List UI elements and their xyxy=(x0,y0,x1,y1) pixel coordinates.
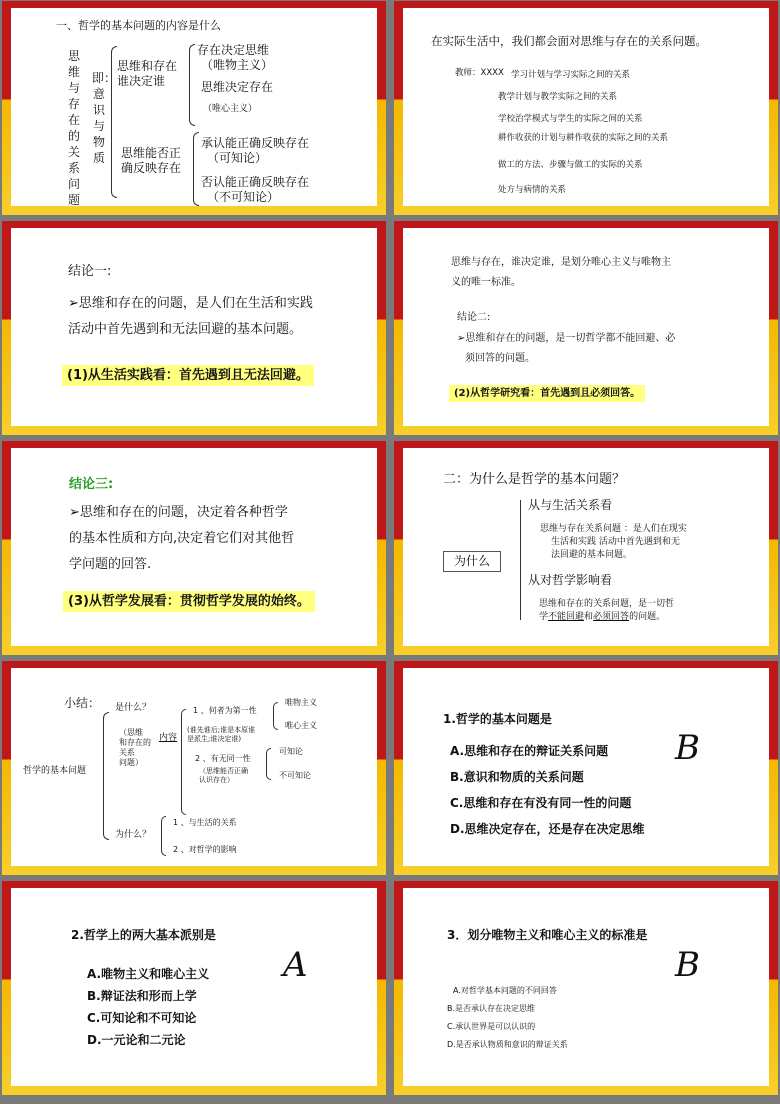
branch-1-option-1b: （唯物主义） xyxy=(201,58,274,72)
summary-what-note: 和存在的 xyxy=(119,738,151,747)
conclusion-1-line-1: ➢思维和存在的问题，是人们在生活和实践 xyxy=(68,296,313,311)
unknowable-label: 不可知论 xyxy=(279,771,311,780)
question-1-option-c: C.思维和存在有没有同一性的问题 xyxy=(450,796,632,810)
conclusion-1-line-2: 活动中首先遇到和无法回避的基本问题。 xyxy=(68,322,303,337)
why-text-2b-underline-1: 不能回避 xyxy=(548,612,585,622)
why-item-2: 2 、对哲学的影响 xyxy=(173,845,237,854)
item-1-brace xyxy=(273,702,278,730)
conclusion-3-line-1: ➢思维和存在的问题，决定着各种哲学 xyxy=(69,505,288,520)
slide-1[interactable] xyxy=(2,1,386,215)
summary-what: 是什么？ xyxy=(115,703,152,713)
branch-2-brace xyxy=(193,132,199,206)
slide-7-content xyxy=(11,668,377,866)
slide-9-content xyxy=(11,888,377,1086)
slide-8-content xyxy=(403,668,769,866)
slide-4-line-2: 义的唯一标准。 xyxy=(451,277,521,288)
slide-3[interactable] xyxy=(2,221,386,435)
slide-2[interactable] xyxy=(394,1,778,215)
question-2-option-b: B.辩证法和形而上学 xyxy=(87,989,197,1003)
slide-4[interactable] xyxy=(394,221,778,435)
conclusion-3-line-2: 的基本性质和方向,决定着它们对其他哲 xyxy=(69,531,295,546)
question-2-answer: A xyxy=(283,945,308,985)
question-3: 3．划分唯物主义和唯心主义的标准是 xyxy=(447,928,648,942)
branch-2-option-1b: （可知论） xyxy=(207,151,268,165)
why-text-2b-post: 的问题。 xyxy=(629,612,666,622)
idealism-label: 唯心主义 xyxy=(285,721,317,730)
question-1-answer: B xyxy=(675,728,700,768)
slide-2-heading: 在实际生活中，我们都会面对思维与存在的关系问题。 xyxy=(431,34,707,48)
slide-9[interactable] xyxy=(2,881,386,1095)
summary-title: 小结： xyxy=(64,696,101,710)
why-sub-1: 从与生活关系看 xyxy=(528,498,613,512)
slide-6[interactable] xyxy=(394,441,778,655)
branch-1-line-2: 谁决定谁 xyxy=(117,74,166,88)
branch-2-line-1: 思维能否正 xyxy=(121,146,182,160)
why-text-1c: 法回避的基本问题。 xyxy=(551,550,633,560)
conclusion-1-highlight: (1)从生活实践看：首先遇到且无法回避。 xyxy=(62,365,314,386)
slide-8[interactable] xyxy=(394,661,778,875)
knowable-label: 可知论 xyxy=(279,747,303,756)
branch-1-option-2b: （唯心主义） xyxy=(203,104,258,114)
why-item-1: 1 、与生活的关系 xyxy=(173,818,237,827)
teacher-label: 教师：XXXX xyxy=(455,68,504,78)
content-item-2-note: 认识存在） xyxy=(199,776,234,784)
slide-2-content xyxy=(403,8,769,206)
branch-2-option-2a: 否认能正确反映存在 xyxy=(201,175,310,189)
content-item-1-note: 是派生;谁决定谁) xyxy=(187,735,242,743)
why-text-2b-pre: 学 xyxy=(539,612,549,622)
question-3-answer: B xyxy=(675,945,700,985)
summary-content: 内容 xyxy=(159,733,178,743)
slide-10[interactable] xyxy=(394,881,778,1095)
branch-1-option-2a: 思维决定存在 xyxy=(201,80,274,94)
question-3-option-b: B.是否承认存在决定思维 xyxy=(447,1004,536,1013)
slide-6-content xyxy=(403,448,769,646)
why-text-2a: 思维和存在的关系问题，是一切哲 xyxy=(539,599,675,609)
conclusion-3-highlight: (3)从哲学发展看：贯彻哲学发展的始终。 xyxy=(63,591,315,612)
why-box: 为什么 xyxy=(443,551,501,572)
relation-item: 学校治学模式与学生的实际之间的关系 xyxy=(498,114,643,124)
why-brace xyxy=(161,816,166,856)
why-text-2b-underline-2: 必须回答 xyxy=(593,612,630,622)
question-1: 1.哲学的基本问题是 xyxy=(443,712,552,726)
summary-what-note: 问题） xyxy=(119,758,143,767)
conclusion-3-title: 结论三: xyxy=(69,477,114,492)
why-sub-2: 从对哲学影响看 xyxy=(528,573,613,587)
question-2-option-d: D.一元论和二元论 xyxy=(87,1033,186,1047)
slide-5[interactable] xyxy=(2,441,386,655)
summary-brace xyxy=(103,712,109,840)
branch-2-option-1a: 承认能正确反映存在 xyxy=(201,136,310,150)
why-text-1a: 思维与存在关系问题 ：是人们在现实 xyxy=(540,524,687,534)
question-1-option-b: B.意识和物质的关系问题 xyxy=(450,770,584,784)
relation-item: 教学计划与教学实际之间的关系 xyxy=(498,92,618,102)
slide-10-content xyxy=(403,888,769,1086)
slide-5-content xyxy=(11,448,377,646)
question-1-option-a: A.思维和存在的辩证关系问题 xyxy=(450,744,609,758)
relation-item: 学习计划与学习实际之间的关系 xyxy=(511,70,631,80)
slide-7[interactable] xyxy=(2,661,386,875)
summary-root: 哲学的基本问题 xyxy=(23,766,87,776)
why-text-1b: 生活和实践 活动中首先遇到和无 xyxy=(551,537,680,547)
branch-1-line-1: 思维和存在 xyxy=(117,59,178,73)
content-item-1-note: (谁先谁后;谁是本原谁 xyxy=(187,726,256,734)
content-item-2: 2 、有无同一性 xyxy=(195,754,251,763)
content-item-2-note: （思维能否正确 xyxy=(199,767,248,775)
relation-item: 做工的方法、步骤与做工的实际的关系 xyxy=(498,160,643,170)
conclusion-1-title: 结论一: xyxy=(68,264,112,279)
why-divider xyxy=(520,500,521,620)
slide-3-content xyxy=(11,228,377,426)
slide-1-content xyxy=(11,8,377,206)
conclusion-3-line-3: 学问题的回答. xyxy=(69,557,152,572)
conclusion-2-line-1: ➢思维和存在的问题，是一切哲学都不能回避、必 xyxy=(457,333,676,344)
slide-4-content xyxy=(403,228,769,426)
branch-1-brace xyxy=(189,44,195,126)
summary-why: 为什么？ xyxy=(115,830,152,840)
branch-2-option-2b: （不可知论） xyxy=(207,190,280,204)
relation-item: 处方与病情的关系 xyxy=(498,185,567,195)
question-1-option-d: D.思维决定存在，还是存在决定思维 xyxy=(450,822,645,836)
materialism-label: 唯物主义 xyxy=(285,698,317,707)
content-item-1: 1 、何者为第一性 xyxy=(193,706,257,715)
question-2-option-a: A.唯物主义和唯心主义 xyxy=(87,967,210,981)
vertical-subtitle: 即：意识与物质 xyxy=(92,71,117,165)
content-brace xyxy=(181,709,186,815)
item-2-brace xyxy=(266,748,271,780)
branch-1-option-1a: 存在决定思维 xyxy=(197,43,270,57)
relation-item: 耕作收获的计划与耕作收获的实际之间的关系 xyxy=(498,133,669,143)
conclusion-2-title: 结论二: xyxy=(457,312,491,323)
summary-what-note: 关系 xyxy=(119,748,135,757)
question-2: 2.哲学上的两大基本派别是 xyxy=(71,928,216,942)
summary-what-note: （思维 xyxy=(119,728,143,737)
conclusion-2-highlight: (2)从哲学研究看：首先遇到且必须回答。 xyxy=(449,385,645,402)
vertical-title: 思维与存在的关系问题 xyxy=(67,49,80,206)
conclusion-2-line-2: 须回答的问题。 xyxy=(465,353,535,364)
question-3-option-c: C.承认世界是可以认识的 xyxy=(447,1022,536,1031)
slide-1-title: 一、哲学的基本问题的内容是什么 xyxy=(56,19,221,32)
why-text-2b-mid: 和 xyxy=(584,612,594,622)
question-3-option-a: A.对哲学基本问题的不同回答 xyxy=(453,986,557,995)
branch-2-line-2: 确反映存在 xyxy=(121,161,182,175)
question-3-option-d: D.是否承认物质和意识的辩证关系 xyxy=(447,1040,568,1049)
slide-6-title: 二：为什么是哲学的基本问题？ xyxy=(443,472,626,487)
slide-4-line-1: 思维与存在，谁决定谁，是划分唯心主义与唯物主 xyxy=(451,257,671,268)
question-2-option-c: C.可知论和不可知论 xyxy=(87,1011,197,1025)
why-text-2b xyxy=(539,611,665,623)
